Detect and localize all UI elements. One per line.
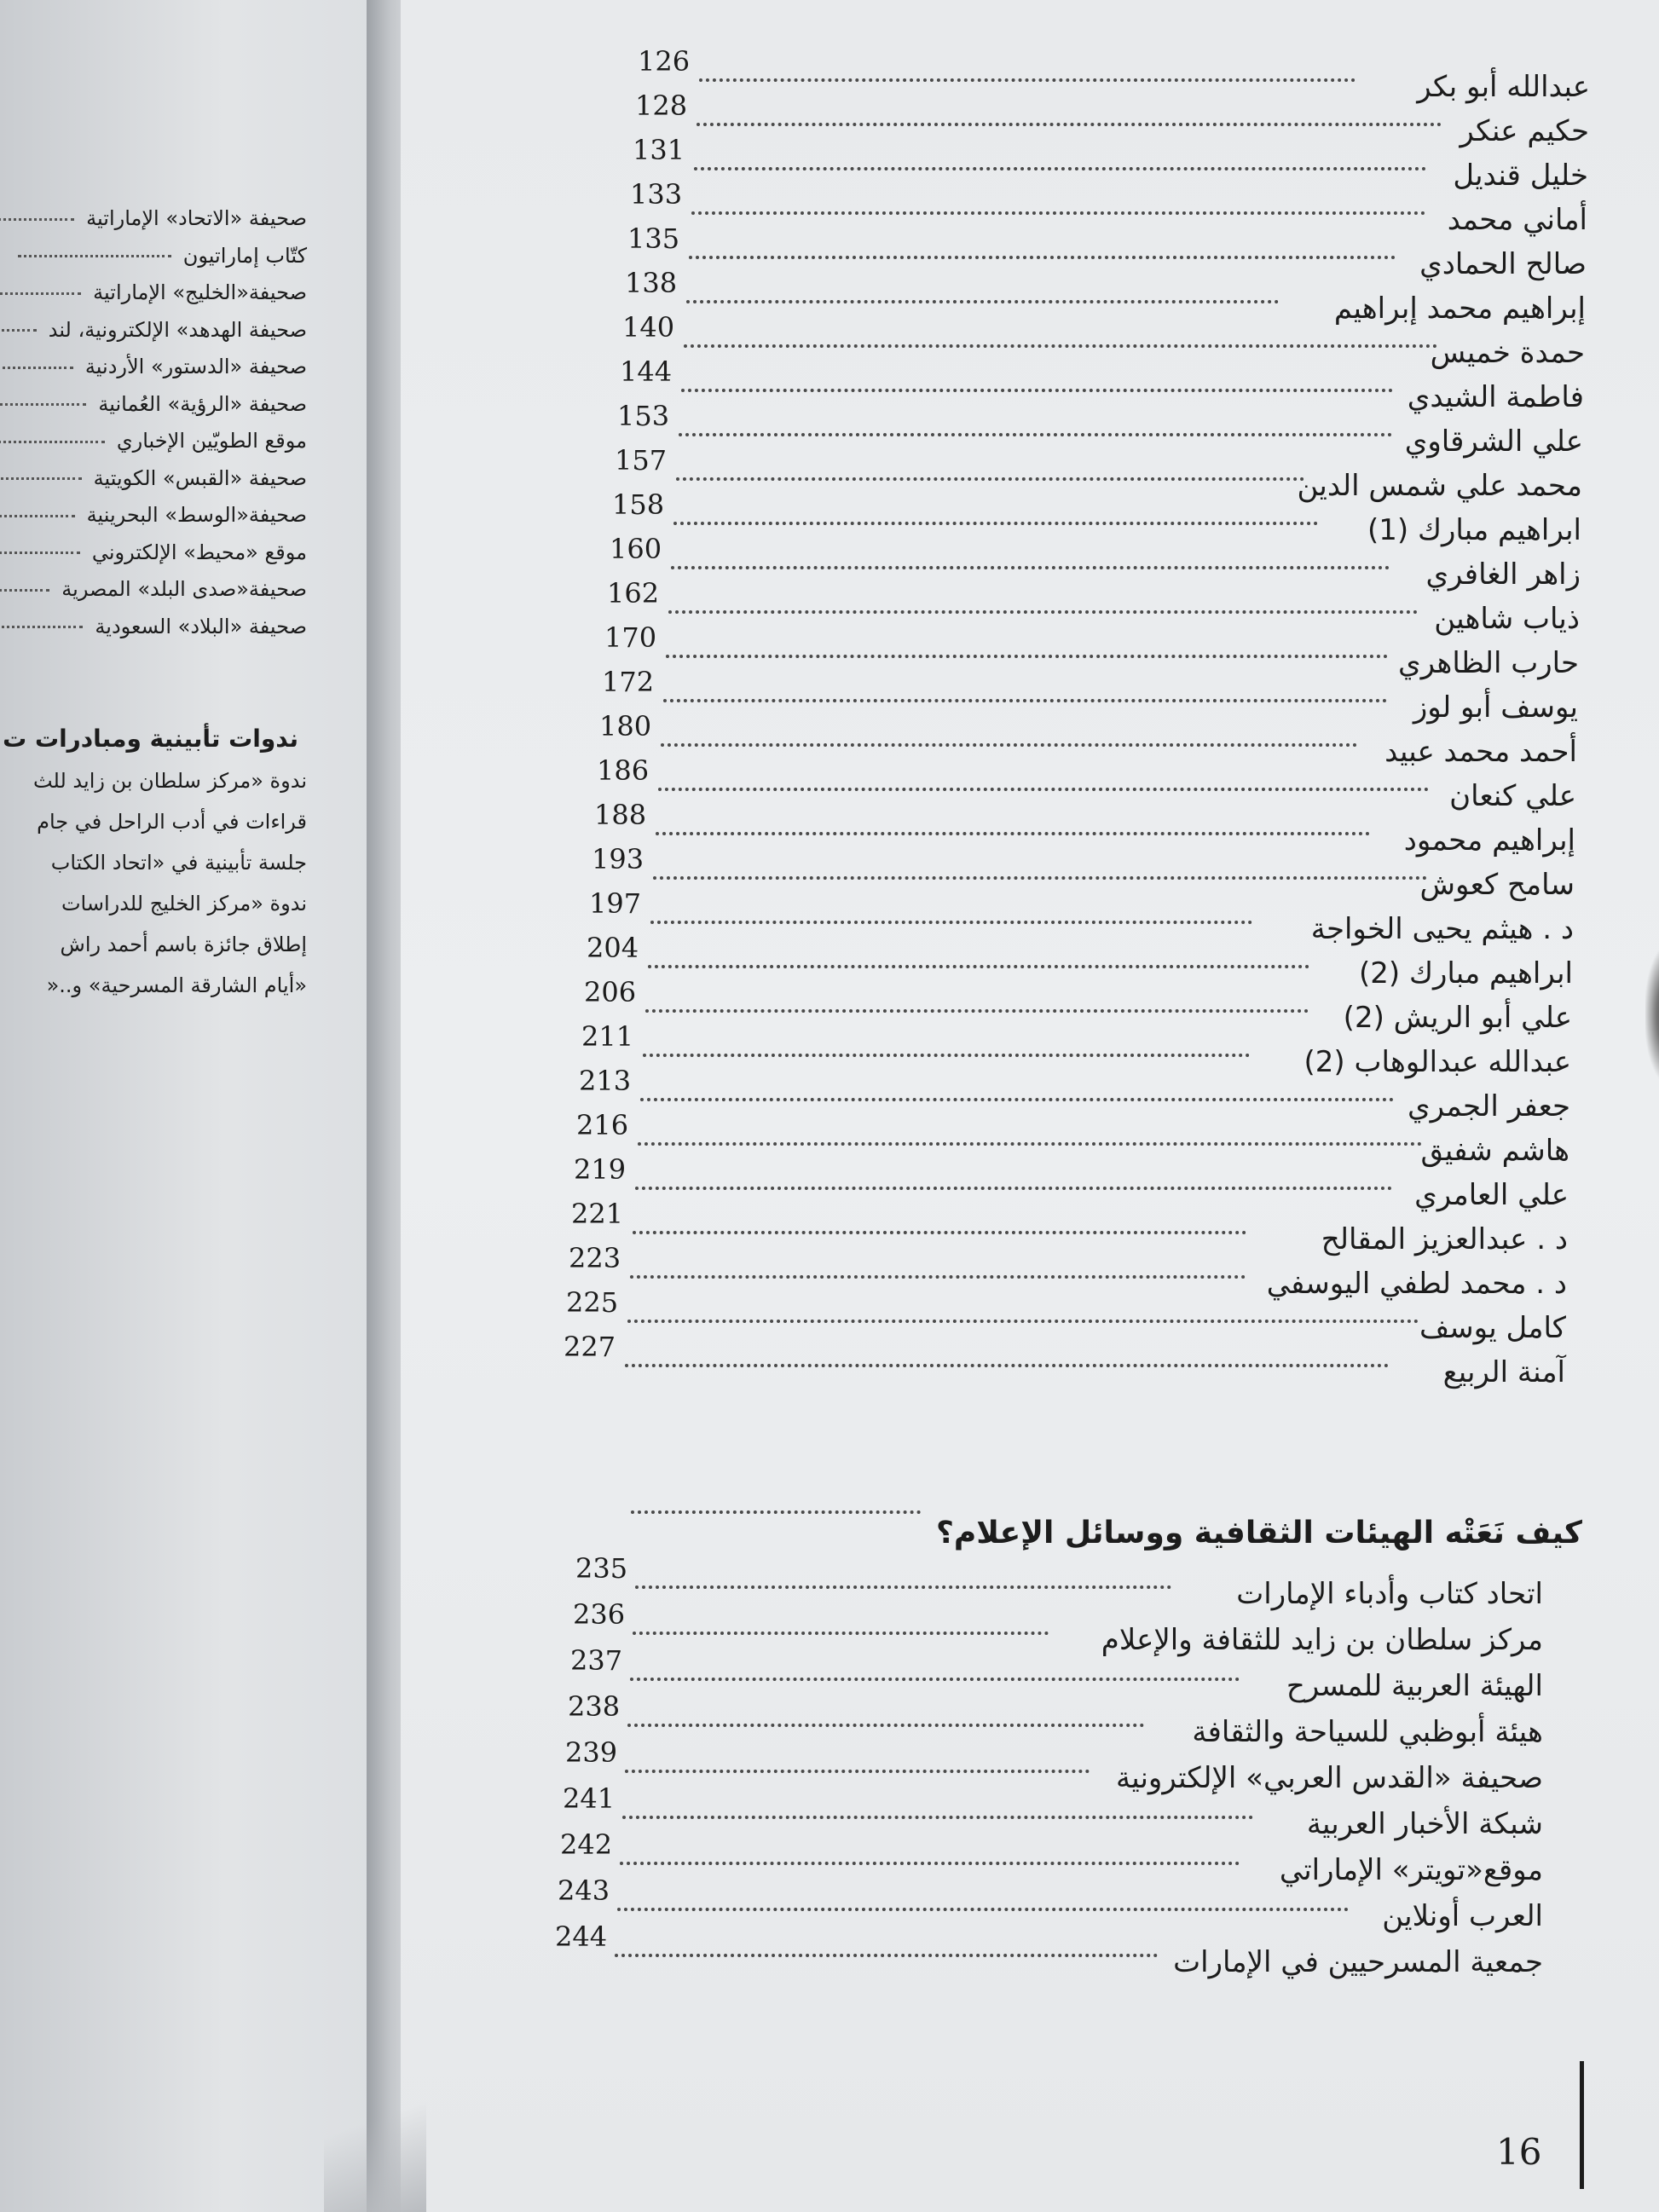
- entry-page-number: 153: [617, 400, 670, 432]
- index-entry: [542, 1286, 1566, 1345]
- section-entry: [563, 1782, 1543, 1841]
- entry-name: إبراهيم محمد إبراهيم: [1333, 292, 1586, 326]
- binding-shadow: [1645, 946, 1659, 1083]
- entry-page-number: 227: [564, 1331, 616, 1363]
- index-entry: [609, 134, 1588, 193]
- leader-dots: [630, 1275, 1246, 1279]
- entry-name: العرب أونلاين: [1382, 1899, 1543, 1933]
- index-entry: [560, 976, 1572, 1035]
- entry-page-number: 180: [599, 710, 652, 742]
- entry-name: صالح الحمادي: [1419, 247, 1587, 281]
- leader-dots: [694, 167, 1426, 170]
- index-entry: [614, 45, 1590, 104]
- leader-dots: [0, 218, 74, 221]
- left-section-heading: ندوات تأبينية ومبادرات ت: [3, 725, 298, 753]
- entry-name: محمد علي شمس الدين: [1297, 469, 1582, 503]
- index-entry: [545, 1242, 1567, 1301]
- entry-page-number: 193: [592, 843, 645, 875]
- entry-name: سامح كعوش: [1419, 868, 1575, 902]
- entry-page-number: 223: [569, 1242, 621, 1274]
- entry-page-number: 213: [579, 1065, 632, 1097]
- index-entry: [568, 843, 1575, 902]
- left-media-item: [0, 466, 307, 490]
- leader-dots: [0, 589, 49, 592]
- section-heading-dots: [631, 1510, 921, 1514]
- index-entry: [601, 267, 1586, 326]
- leader-dots: [653, 876, 1427, 880]
- leader-dots: [686, 300, 1279, 303]
- entry-page-number: 188: [594, 799, 647, 831]
- leader-dots: [668, 610, 1418, 614]
- entry-page-number: 160: [610, 533, 662, 565]
- leader-dots: [671, 566, 1390, 569]
- entry-name: شبكة الأخبار العربية: [1306, 1807, 1543, 1841]
- entry-page-number: 238: [568, 1690, 621, 1723]
- index-entry: [604, 222, 1587, 281]
- leader-dots: [689, 256, 1396, 259]
- entry-name: د . عبدالعزيز المقالح: [1321, 1222, 1568, 1256]
- leader-dots: [625, 1364, 1389, 1367]
- entry-page-number: 197: [589, 887, 642, 920]
- leader-dots: [697, 123, 1442, 126]
- left-media-label: موقع «محيط» الإلكتروني: [91, 540, 307, 564]
- index-entry: [593, 400, 1583, 459]
- left-media-label: صحيفة «البلاد» السعودية: [95, 614, 307, 638]
- leader-dots: [679, 433, 1392, 436]
- entry-name: أحمد محمد عبيد: [1384, 735, 1577, 769]
- entry-page-number: 239: [565, 1736, 618, 1769]
- leader-dots: [656, 832, 1370, 835]
- entry-name: د . محمد لطفي اليوسفي: [1266, 1267, 1567, 1301]
- leader-dots: [635, 1585, 1171, 1589]
- left-section-item: ندوة «مركز الخليج للدراسات: [61, 892, 307, 915]
- left-section-item: «أيام الشارقة المسرحية» و..«: [46, 973, 307, 997]
- index-entry: [606, 178, 1587, 237]
- leader-dots: [0, 477, 82, 480]
- left-media-item: [0, 540, 307, 564]
- entry-name: عبدالله عبدالوهاب (2): [1304, 1045, 1571, 1079]
- entry-name: جمعية المسرحيين في الإمارات: [1173, 1945, 1543, 1979]
- leader-dots: [645, 1009, 1309, 1013]
- leader-dots: [658, 788, 1429, 791]
- entry-name: علي كنعان: [1449, 779, 1576, 813]
- entry-name: آمنة الربيع: [1442, 1355, 1565, 1389]
- left-section-item: قراءات في أدب الراحل في جام: [37, 810, 307, 834]
- entry-name: هيئة أبوظبي للسياحة والثقافة: [1192, 1715, 1543, 1749]
- entry-name: جعفر الجمري: [1408, 1089, 1570, 1123]
- entry-page-number: 131: [633, 134, 685, 166]
- index-entry: [575, 710, 1577, 769]
- entry-name: علي العامري: [1414, 1178, 1569, 1212]
- section-entry: [570, 1644, 1543, 1703]
- index-entry: [598, 311, 1585, 370]
- left-media-label: صحيفة «الاتحاد» الإماراتية: [86, 206, 307, 230]
- entry-name: موقع«تويتر» الإماراتي: [1279, 1853, 1543, 1887]
- index-entry: [555, 1065, 1570, 1123]
- index-entry: [552, 1109, 1569, 1168]
- entry-page-number: 162: [607, 577, 660, 609]
- leader-dots: [633, 1231, 1246, 1234]
- left-media-label: صحيفة«صدى البلد» المصرية: [61, 577, 307, 601]
- entry-page-number: 242: [560, 1828, 613, 1861]
- left-section-item: جلسة تأبينية في «اتحاد الكتاب: [50, 851, 307, 875]
- leader-dots: [633, 1632, 1049, 1635]
- entry-name: عبدالله أبو بكر: [1417, 70, 1590, 104]
- index-entry: [540, 1331, 1565, 1389]
- left-media-label: صحيفة «القبس» الكويتية: [93, 465, 307, 490]
- leader-dots: [673, 522, 1318, 525]
- leader-dots: [620, 1862, 1240, 1865]
- index-entry: [570, 799, 1575, 858]
- left-media-item: [0, 206, 307, 230]
- leader-dots: [0, 329, 37, 332]
- entry-name: هاشم شفيق: [1420, 1134, 1569, 1168]
- leader-dots: [691, 211, 1425, 215]
- entry-name: حمدة خميس: [1430, 336, 1585, 370]
- entry-name: اتحاد كتاب وأدباء الإمارات: [1236, 1577, 1543, 1611]
- entry-name: الهيئة العربية للمسرح: [1286, 1669, 1543, 1703]
- index-entry: [586, 533, 1581, 592]
- leader-dots: [638, 1142, 1422, 1146]
- page-rule: [1580, 2061, 1584, 2189]
- entry-page-number: 206: [584, 976, 637, 1008]
- entry-page-number: 128: [635, 90, 688, 122]
- index-entry: [573, 754, 1576, 813]
- entry-name: مركز سلطان بن زايد للثقافة والإعلام: [1101, 1623, 1543, 1657]
- index-entry: [596, 355, 1584, 414]
- leader-dots: [663, 699, 1387, 702]
- leader-dots: [635, 1187, 1392, 1190]
- left-media-label: صحيفة الهدهد» الإلكترونية، لند: [48, 317, 307, 342]
- index-entry: [563, 932, 1573, 990]
- left-section-item: إطلاق جائزة باسم أحمد راش: [60, 933, 307, 956]
- entry-name: يوسف أبو لوز: [1413, 690, 1578, 725]
- entry-page-number: 225: [566, 1286, 619, 1319]
- entry-page-number: 219: [574, 1153, 627, 1186]
- entry-name: فاطمة الشيدي: [1407, 380, 1584, 414]
- index-entry: [547, 1198, 1568, 1256]
- entry-page-number: 216: [576, 1109, 629, 1141]
- entry-name: علي الشرقاوي: [1404, 424, 1583, 459]
- left-page: [0, 0, 375, 2212]
- leader-dots: [0, 515, 75, 517]
- entry-page-number: 135: [627, 222, 680, 255]
- entry-name: ابراهيم مبارك (2): [1359, 956, 1573, 990]
- leader-dots: [648, 965, 1309, 968]
- leader-dots: [676, 477, 1304, 481]
- entry-page-number: 172: [602, 666, 655, 698]
- leader-dots: [622, 1816, 1253, 1819]
- entry-page-number: 235: [575, 1552, 628, 1585]
- section-entry: [555, 1920, 1543, 1979]
- entry-name: ابراهيم مبارك (1): [1367, 513, 1581, 547]
- leader-dots: [617, 1908, 1349, 1911]
- leader-dots: [0, 552, 80, 554]
- index-entry: [550, 1153, 1569, 1212]
- entry-page-number: 140: [622, 311, 675, 344]
- entry-page-number: 186: [597, 754, 650, 787]
- leader-dots: [625, 1770, 1090, 1773]
- left-media-label: كتّاب إماراتيون: [182, 243, 307, 268]
- entry-page-number: 126: [638, 45, 691, 78]
- entry-page-number: 158: [612, 488, 665, 521]
- entry-name: ذياب شاهين: [1434, 602, 1580, 636]
- left-section-item: ندوة «مركز سلطان بن زايد للث: [32, 769, 307, 793]
- leader-dots: [661, 743, 1357, 747]
- leader-dots: [0, 441, 105, 443]
- left-media-item: [0, 503, 307, 527]
- index-entry: [611, 90, 1589, 148]
- leader-dots: [18, 255, 171, 257]
- leader-dots: [627, 1724, 1144, 1727]
- left-media-label: موقع الطويّين الإخباري: [116, 429, 307, 453]
- leader-dots: [630, 1678, 1240, 1681]
- entry-page-number: 221: [571, 1198, 624, 1230]
- entry-name: خليل قنديل: [1453, 159, 1588, 193]
- section-entry: [560, 1828, 1543, 1887]
- section-heading: كيف نَعَتْه الهيئات الثقافية ووسائل الإعلام؟: [936, 1516, 1582, 1551]
- index-entry: [588, 488, 1581, 547]
- entry-name: صحيفة «القدس العربي» الإلكترونية: [1115, 1761, 1543, 1795]
- left-media-label: صحيفة«الوسط» البحرينية: [86, 503, 307, 527]
- left-media-item: [0, 318, 307, 342]
- entry-page-number: 157: [615, 444, 668, 476]
- entry-name: كامل يوسف: [1419, 1311, 1566, 1345]
- section-entry: [573, 1598, 1543, 1657]
- section-entry: [565, 1736, 1543, 1795]
- entry-name: زاهر الغافري: [1425, 557, 1581, 592]
- entry-name: أماني محمد: [1447, 203, 1587, 237]
- index-entry: [591, 444, 1582, 503]
- entry-name: د . هيثم يحيى الخواجة: [1310, 912, 1574, 946]
- index-entry: [565, 887, 1574, 946]
- left-media-label: صحيفة «الرؤية» العُمانية: [98, 391, 307, 416]
- left-media-item: [0, 392, 307, 416]
- index-entry: [583, 577, 1580, 636]
- entry-name: حارب الظاهري: [1398, 646, 1579, 680]
- entry-name: حكيم عنكر: [1460, 114, 1589, 148]
- entry-page-number: 236: [573, 1598, 626, 1631]
- leader-dots: [615, 1954, 1158, 1957]
- leader-dots: [650, 921, 1252, 924]
- left-media-item: [0, 355, 307, 378]
- index-entry: [581, 621, 1579, 680]
- page-number: 16: [1496, 2131, 1542, 2173]
- leader-dots: [627, 1320, 1419, 1323]
- entry-page-number: 211: [581, 1020, 634, 1053]
- left-media-item: [18, 244, 307, 268]
- entry-page-number: 241: [563, 1782, 616, 1815]
- page-fold: [324, 2063, 426, 2212]
- leader-dots: [0, 403, 86, 406]
- left-media-item: [0, 615, 307, 638]
- left-media-label: صحيفة«الخليج» الإماراتية: [93, 280, 307, 304]
- left-media-item: [0, 280, 307, 304]
- entry-page-number: 204: [587, 932, 639, 964]
- leader-dots: [0, 626, 83, 628]
- entry-page-number: 170: [604, 621, 657, 654]
- leader-dots: [681, 389, 1393, 392]
- entry-name: علي أبو الريش (2): [1343, 1001, 1572, 1035]
- leader-dots: [0, 367, 73, 369]
- leader-dots: [684, 344, 1437, 348]
- left-media-item: [0, 577, 307, 601]
- left-media-label: صحيفة «الدستور» الأردنية: [84, 355, 307, 378]
- section-entry: [575, 1552, 1543, 1611]
- leader-dots: [643, 1054, 1250, 1057]
- leader-dots: [666, 655, 1388, 658]
- index-entry: [558, 1020, 1571, 1079]
- section-entry: [568, 1690, 1543, 1749]
- entry-page-number: 133: [630, 178, 683, 211]
- left-media-item: [0, 429, 307, 453]
- entry-page-number: 237: [570, 1644, 623, 1677]
- entry-page-number: 243: [558, 1874, 610, 1907]
- entry-page-number: 138: [625, 267, 678, 299]
- index-entry: [578, 666, 1578, 725]
- section-entry: [558, 1874, 1543, 1933]
- leader-dots: [0, 292, 81, 295]
- leader-dots: [640, 1098, 1394, 1101]
- entry-name: إبراهيم محمود: [1403, 823, 1575, 858]
- entry-page-number: 144: [620, 355, 673, 388]
- entry-page-number: 244: [555, 1920, 608, 1953]
- leader-dots: [699, 78, 1356, 82]
